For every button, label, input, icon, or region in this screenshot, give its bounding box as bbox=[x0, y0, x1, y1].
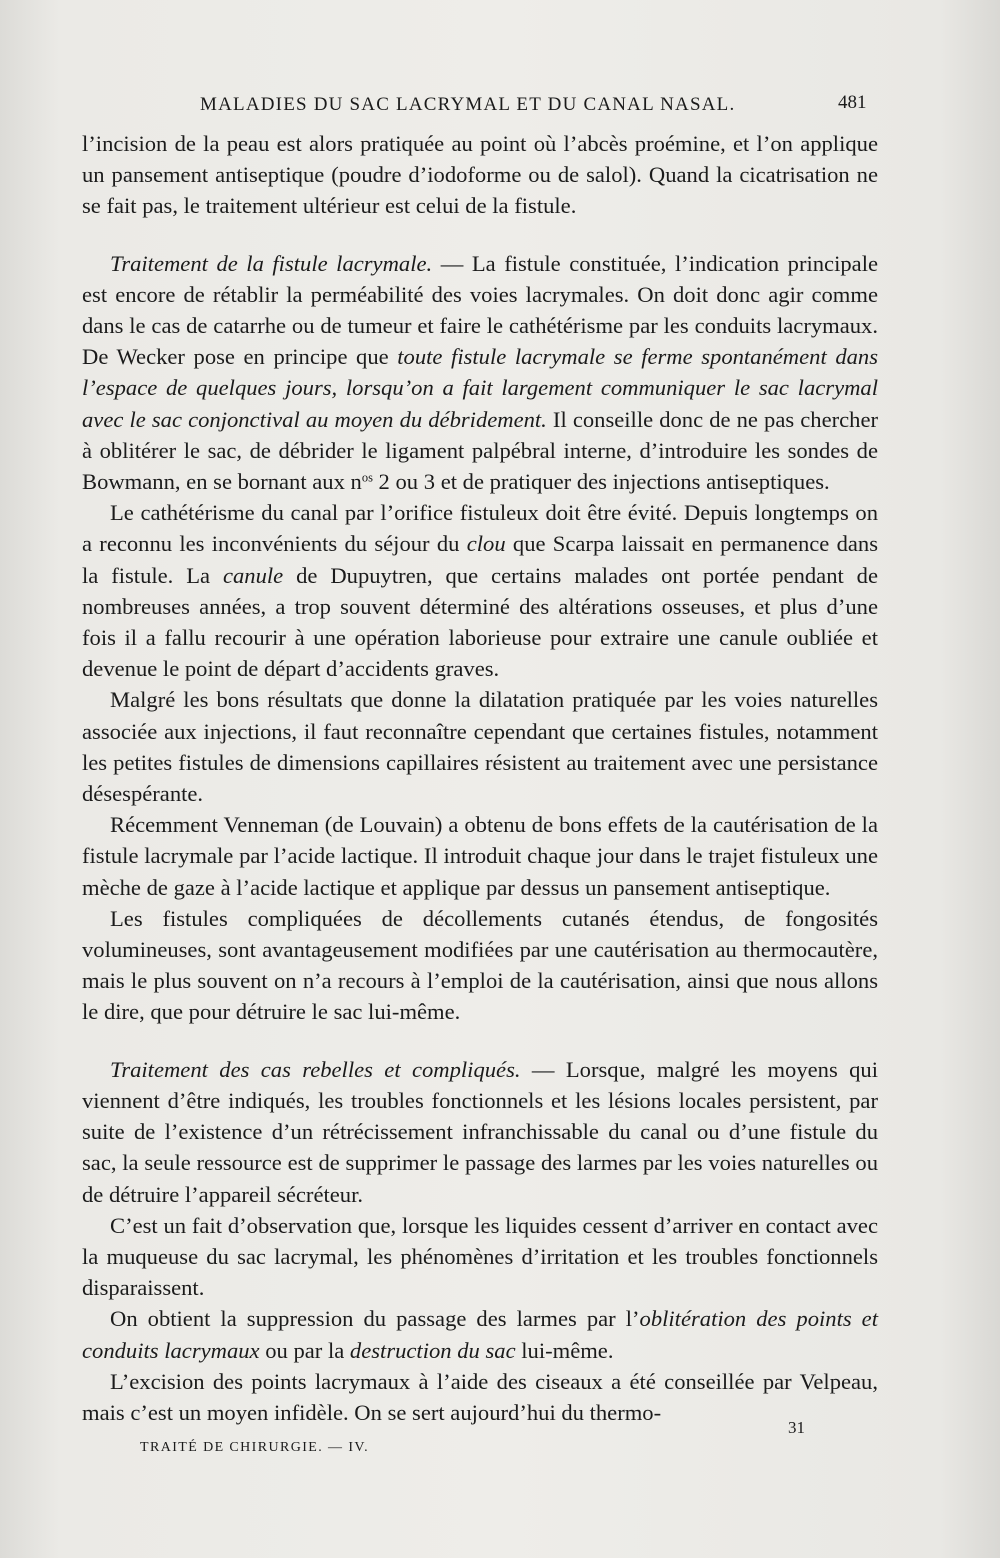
text-run: — Lorsque, malgré les moyens qui viennent d’être indiqués, les troubles fonctionnels et les lésions locales persistent, par suite de l’existence d’un rétrécissement infranchissable du canal ou d’une fistule du sac, la seule ressource est de supprimer le passage des larmes par les voies naturelles ou de détruire l’appareil sécréteur. bbox=[82, 1056, 878, 1207]
paragraph-suppression bbox=[82, 1303, 878, 1365]
paragraph-continuation: l’incision de la peau est alors pratiquée au point où l’abcès proémine, et l’on applique un pansement antiseptique (poudre d’iodoforme ou de salol). Quand la cicatrisation ne se fait pas, le traitement ultérieur est celui de la fistule. bbox=[82, 131, 878, 219]
running-title: MALADIES DU SAC LACRYMAL ET DU CANAL NASAL. bbox=[200, 94, 736, 115]
page-number: 481 bbox=[838, 92, 867, 113]
paragraph-fistula-treatment bbox=[82, 248, 878, 498]
paragraph-excision: L’excision des points lacrymaux à l’aide des ciseaux a été conseillée par Velpeau, mais c’est un moyen infidèle. On se sert aujourd’hui du thermo- bbox=[82, 1368, 878, 1425]
page-body bbox=[82, 128, 878, 1428]
italic-term-obliteration: oblitération des points et conduits lacrymaux bbox=[82, 1306, 878, 1363]
signature-mark: 31 bbox=[788, 1418, 805, 1437]
text-run: Le cathétérisme du canal par l’orifice fistuleux doit être évité. Depuis longtemps on a reconnu les inconvénients du séjour du bbox=[82, 500, 878, 557]
text-run: Il conseille donc de ne pas chercher à oblitérer le sac, de débrider le ligament palpébral interne, d’introduire les sondes de Bowmann, en se bornant aux n bbox=[82, 406, 878, 495]
paragraph-observation: C’est un fait d’observation que, lorsque les liquides cessent d’arriver en contact avec la muqueuse du sac lacrymal, les phénomènes d’irritation et les troubles fonctionnels disparaissent. bbox=[82, 1212, 878, 1301]
italic-quote-wecker: toute fistule lacrymale se ferme spontanément dans l’espace de quelques jours, lorsqu’on a fait largement communiquer le sac lacrymal avec le sac conjonctival au moyen du débridement. bbox=[82, 344, 878, 432]
text-run: 2 ou 3 et de pratiquer des injections antiseptiques. bbox=[372, 469, 830, 495]
paragraph-catheterism bbox=[82, 497, 878, 684]
text-run: de Dupuytren, que certains malades ont portée pendant de nombreuses années, a trop souvent déterminé des altérations osseuses, et plus d’une fois il a fallu recourir à une opération laborieuse pour extraire une canule oubliée et devenue le point de départ d’accidents graves. bbox=[82, 562, 878, 682]
italic-term-clou: clou bbox=[466, 531, 506, 557]
text-run: — La fistule constituée, l’indication principale est encore de rétablir la perméabilité des voies lacrymales. On doit donc agir comme dans le cas de catarrhe ou de tumeur et faire le cathétérisme par les conduits lacrymaux. De Wecker pose en principe que bbox=[82, 250, 878, 370]
text-run: que Scarpa laissait en permanence dans la fistule. La bbox=[82, 531, 878, 588]
footer-book-title: TRAITÉ DE CHIRURGIE. — IV. bbox=[140, 1440, 370, 1455]
paragraph-venneman: Récemment Venneman (de Louvain) a obtenu de bons effets de la cautérisation de la fistule lacrymale par l’acide lactique. Il introduit chaque jour dans le trajet fistuleux une mèche de gaze à l’acide lactique et applique par dessus un pansement antiseptique. bbox=[82, 812, 878, 900]
text-run: On obtient la suppression du passage des larmes par l’ bbox=[110, 1306, 640, 1332]
text-run: lui-même. bbox=[515, 1337, 614, 1363]
paragraph-rebel-cases bbox=[82, 1054, 878, 1210]
section-heading-rebel-cases: Traitement des cas rebelles et compliqués. bbox=[110, 1056, 521, 1082]
italic-term-canule: canule bbox=[222, 562, 284, 588]
section-heading-fistula: Traitement de la fistule lacrymale. bbox=[110, 250, 433, 276]
paragraph-dilatation: Malgré les bons résultats que donne la dilatation pratiquée par les voies naturelles associée aux injections, il faut reconnaître cependant que certaines fistules, notamment les petites fistules de dimensions capillaires résistent au traitement avec une persistance désespérante. bbox=[82, 687, 878, 807]
paragraph-complicated-fistulas: Les fistules compliquées de décollements cutanés étendus, de fongosités volumineuses, sont avantageusement modifiées par une cautérisation au thermocautère, mais le plus souvent on n’a recours à l’emploi de la cautérisation, ainsi que nous allons le dire, que pour détruire le sac lui-même. bbox=[82, 905, 878, 1025]
text-run: ou par la bbox=[259, 1337, 350, 1363]
superscript-os: os bbox=[361, 470, 373, 485]
italic-term-destruction: destruction du sac bbox=[349, 1337, 516, 1363]
